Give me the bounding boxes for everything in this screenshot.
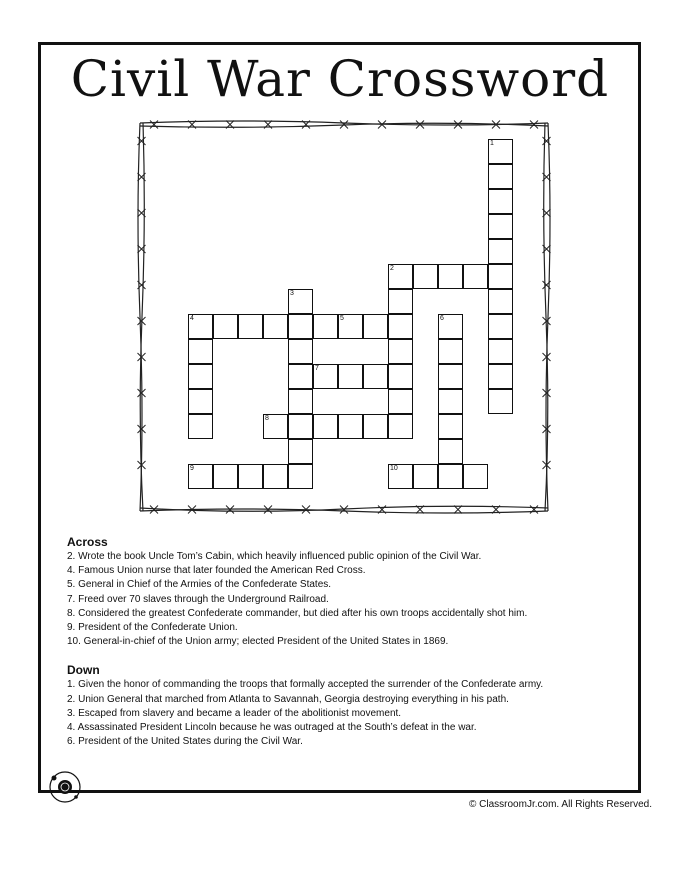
crossword-cell[interactable]: [438, 464, 463, 489]
crossword-cell[interactable]: [438, 314, 463, 339]
crossword-cell[interactable]: [213, 314, 238, 339]
cell-number: 9: [190, 465, 194, 472]
crossword-cell[interactable]: [263, 414, 288, 439]
crossword-cell[interactable]: [188, 314, 213, 339]
crossword-cell[interactable]: [488, 389, 513, 414]
crossword-cell[interactable]: [488, 289, 513, 314]
cell-number: 2: [390, 265, 394, 272]
across-heading: Across: [67, 535, 108, 549]
clue-down-1: 1. Given the honor of commanding the troops that formally accepted the surrender of the Confederate army.: [67, 679, 544, 691]
crossword-cell[interactable]: [263, 464, 288, 489]
clue-across-9: 9. President of the Confederate Union.: [67, 622, 238, 634]
crossword-cell[interactable]: [213, 464, 238, 489]
clue-down-2: 2. Union General that marched from Atlanta to Savannah, Georgia destroying everything in his path.: [67, 693, 509, 705]
crossword-cell[interactable]: [488, 139, 513, 164]
crossword-cell[interactable]: [288, 414, 313, 439]
crossword-cell[interactable]: [388, 339, 413, 364]
crossword-cell[interactable]: [263, 314, 288, 339]
crossword-cell[interactable]: [338, 414, 363, 439]
cell-number: 7: [315, 365, 319, 372]
crossword-cell[interactable]: [388, 364, 413, 389]
clue-across-8: 8. Considered the greatest Confederate commander, but died after his own troops accidentally shot him.: [67, 607, 528, 619]
crossword-cell[interactable]: [488, 264, 513, 289]
crossword-cell[interactable]: [363, 314, 388, 339]
crossword-cell[interactable]: [338, 364, 363, 389]
crossword-cell[interactable]: [463, 264, 488, 289]
copyright-notice: © ClassroomJr.com. All Rights Reserved.: [469, 799, 652, 810]
clue-across-10: 10. General-in-chief of the Union army; elected President of the United States in 1869.: [67, 636, 449, 648]
crossword-cell[interactable]: [288, 439, 313, 464]
crossword-cell[interactable]: [288, 364, 313, 389]
crossword-cell[interactable]: [488, 314, 513, 339]
crossword-cell[interactable]: [188, 414, 213, 439]
planet-orbit-icon: [48, 770, 82, 804]
clue-across-7: 7. Freed over 70 slaves through the Underground Railroad.: [67, 593, 329, 605]
crossword-cell[interactable]: [488, 339, 513, 364]
crossword-cell[interactable]: [388, 264, 413, 289]
clue-across-2: 2. Wrote the book Uncle Tom’s Cabin, which heavily influenced public opinion of the Civil War.: [67, 551, 482, 562]
cell-number: 3: [290, 290, 294, 297]
clues-section: [67, 535, 627, 749]
crossword-cell[interactable]: [488, 214, 513, 239]
crossword-cell[interactable]: [438, 364, 463, 389]
crossword-cell[interactable]: [438, 414, 463, 439]
crossword-cell[interactable]: [438, 339, 463, 364]
cell-number: 1: [490, 140, 494, 147]
crossword-cell[interactable]: [388, 414, 413, 439]
crossword-cell[interactable]: [288, 314, 313, 339]
crossword-cell[interactable]: [288, 389, 313, 414]
across-clue-list: [67, 550, 627, 649]
clue-across-5: 5. General in Chief of the Armies of the Confederate States.: [67, 579, 332, 591]
crossword-cell[interactable]: [438, 389, 463, 414]
crossword-cell[interactable]: [363, 414, 388, 439]
cell-number: 6: [440, 315, 444, 322]
crossword-cell[interactable]: [288, 339, 313, 364]
crossword-cell[interactable]: [388, 314, 413, 339]
clue-across-4: 4. Famous Union nurse that later founded the American Red Cross.: [67, 565, 366, 577]
crossword-cell[interactable]: [188, 364, 213, 389]
crossword-cell[interactable]: [413, 464, 438, 489]
crossword-cell[interactable]: [488, 364, 513, 389]
crossword-cell[interactable]: [338, 314, 363, 339]
crossword-cell[interactable]: [388, 289, 413, 314]
crossword-cell[interactable]: [363, 364, 388, 389]
crossword-cell[interactable]: [238, 464, 263, 489]
crossword-cell[interactable]: [188, 464, 213, 489]
crossword-cell[interactable]: [238, 314, 263, 339]
down-clue-list: [67, 678, 627, 749]
crossword-cell[interactable]: [313, 314, 338, 339]
crossword-cell[interactable]: [188, 339, 213, 364]
crossword-cell[interactable]: [488, 239, 513, 264]
crossword-cell[interactable]: [438, 264, 463, 289]
crossword-cell[interactable]: [488, 164, 513, 189]
crossword-cell[interactable]: [313, 364, 338, 389]
clue-down-3: 3. Escaped from slavery and became a leader of the abolitionist movement.: [67, 707, 402, 719]
cell-number: 8: [265, 415, 269, 422]
down-heading: Down: [67, 663, 100, 678]
clue-down-6: 6. President of the United States during the Civil War.: [67, 736, 303, 748]
crossword-cell[interactable]: [413, 264, 438, 289]
crossword-cell[interactable]: [288, 464, 313, 489]
crossword-cell[interactable]: [388, 464, 413, 489]
cell-number: 10: [390, 465, 398, 472]
crossword-cell[interactable]: [288, 289, 313, 314]
crossword-cell[interactable]: [313, 414, 338, 439]
crossword-cell[interactable]: [388, 389, 413, 414]
clue-down-4: 4. Assassinated President Lincoln because he was outraged at the South’s defeat in the war.: [67, 722, 477, 734]
cell-number: 5: [340, 315, 344, 322]
crossword-cell[interactable]: [188, 389, 213, 414]
cell-number: 4: [190, 315, 194, 322]
page-title: Civil War Crossword: [70, 50, 610, 108]
crossword-cell[interactable]: [488, 189, 513, 214]
crossword-cell[interactable]: [438, 439, 463, 464]
crossword-cell[interactable]: [463, 464, 488, 489]
